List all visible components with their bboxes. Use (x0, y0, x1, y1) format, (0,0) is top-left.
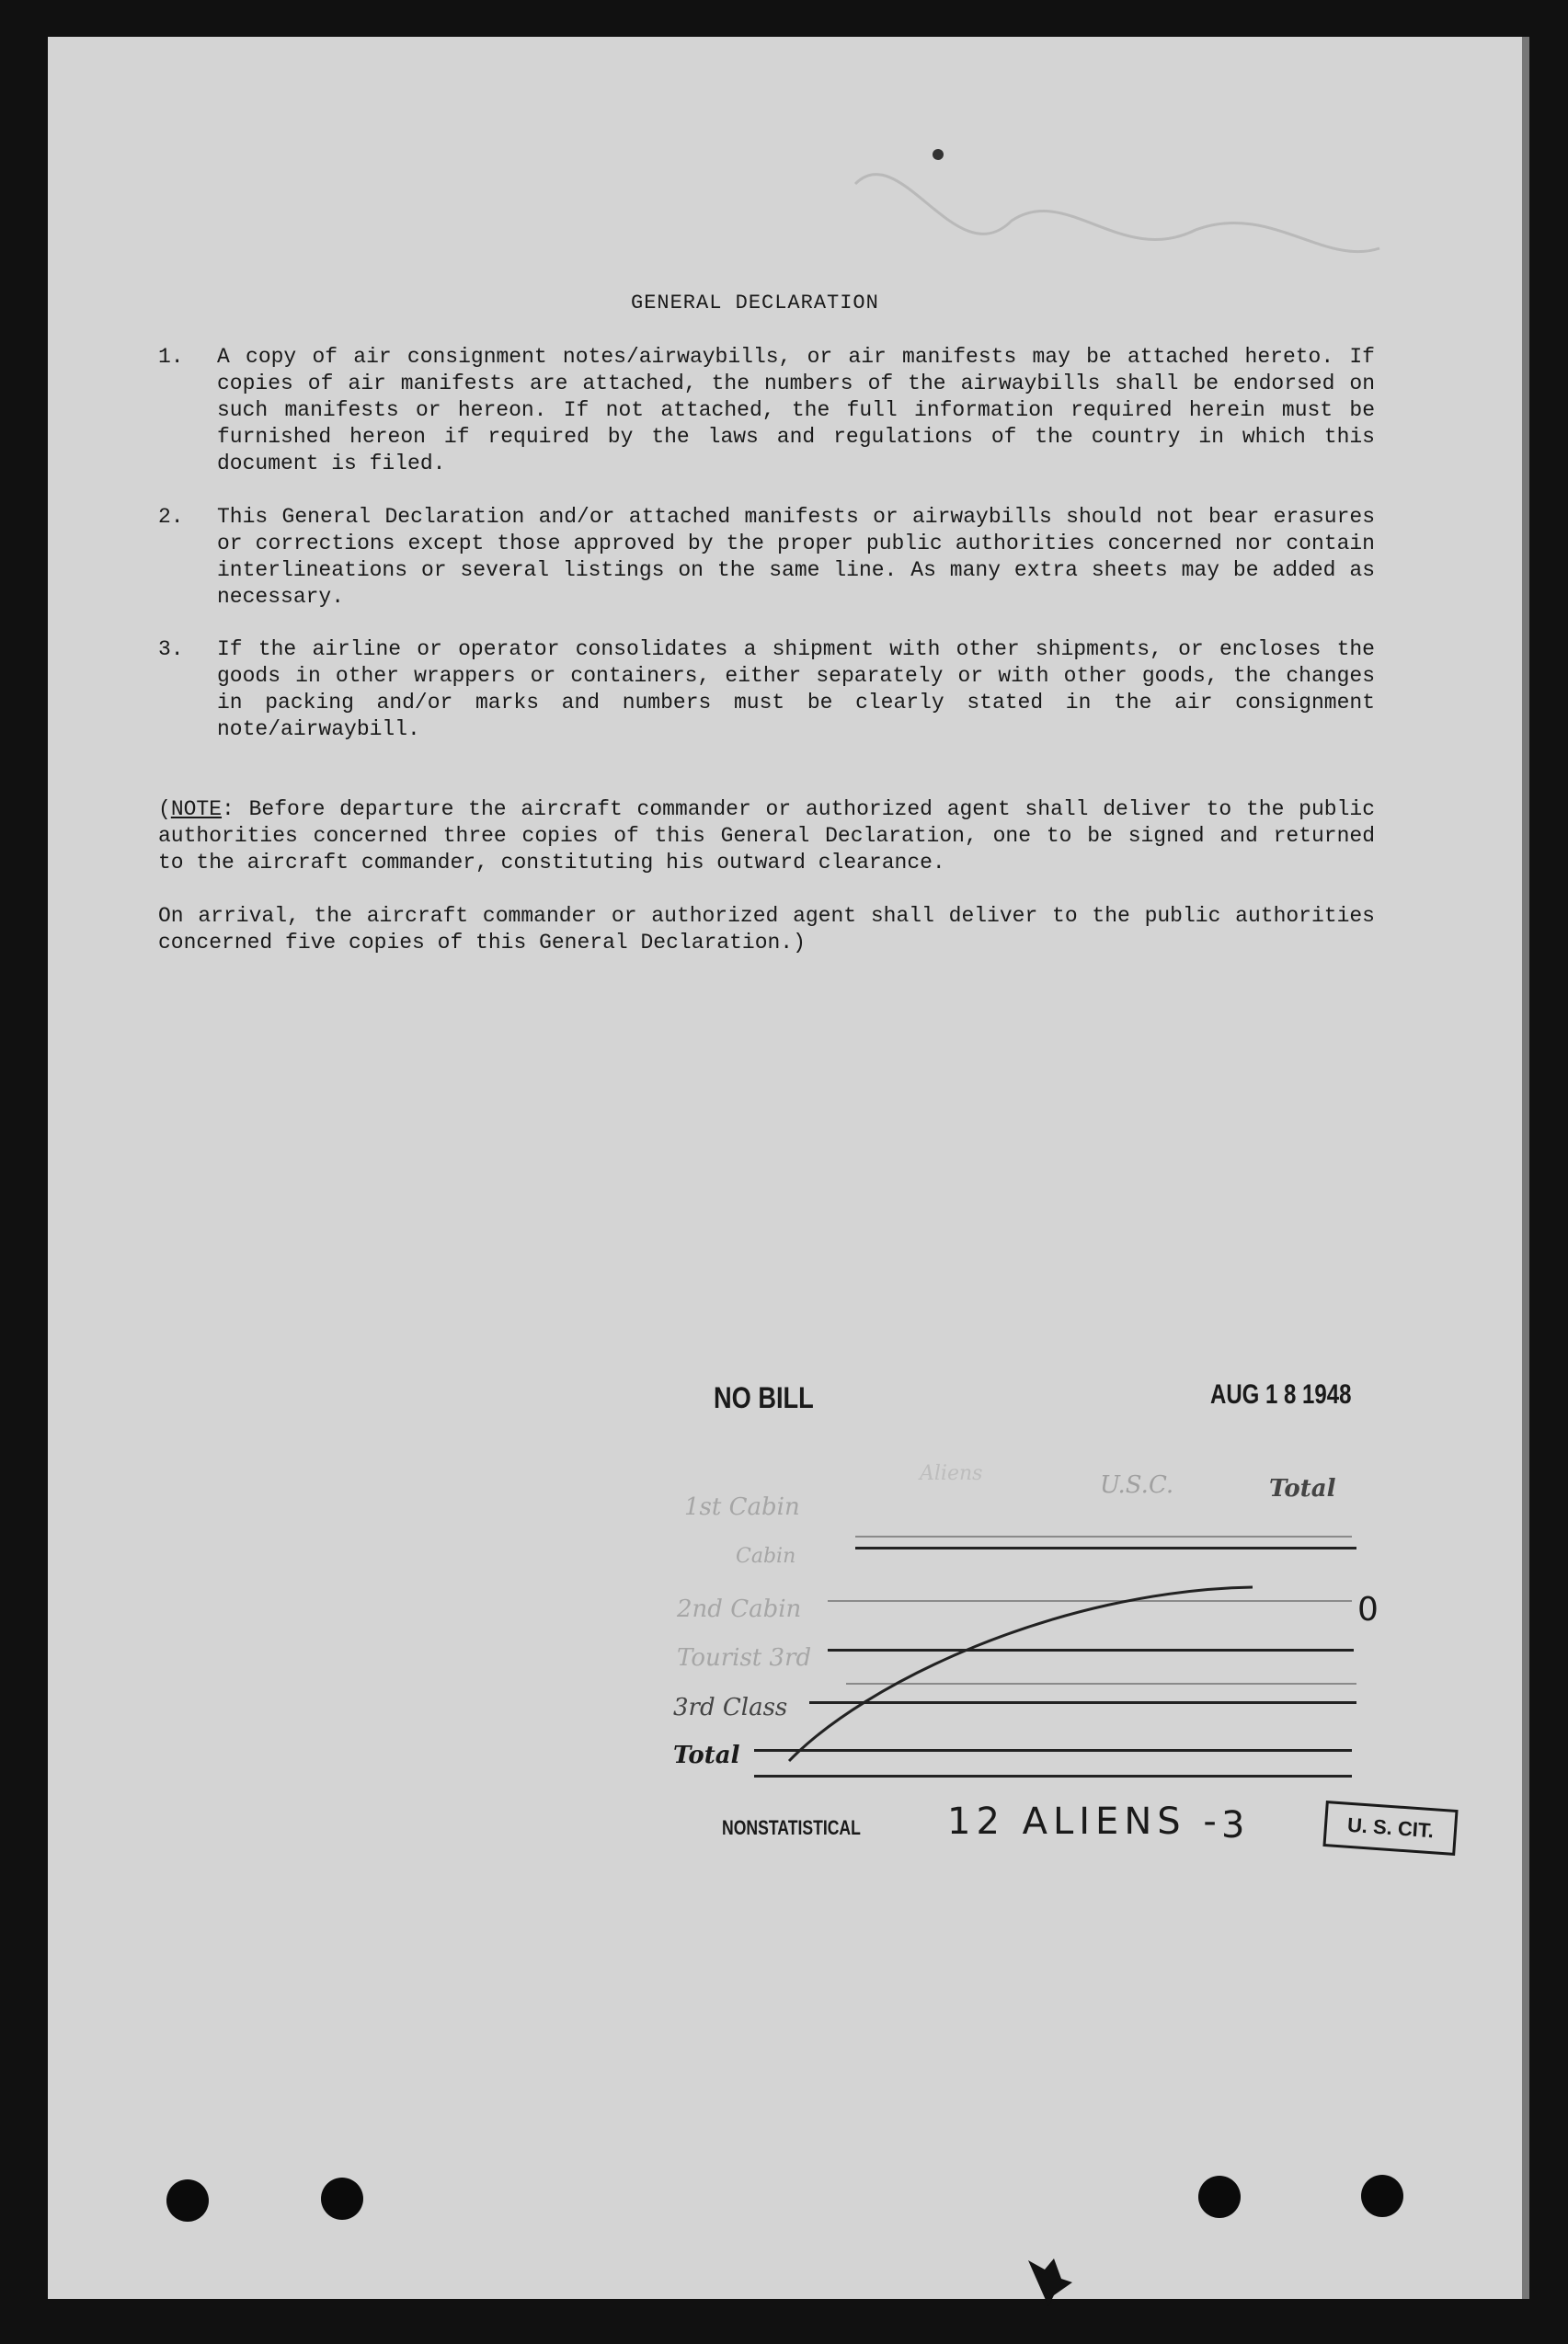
punch-hole (166, 2179, 209, 2222)
item-number: 1. (158, 345, 184, 369)
item-number: 2. (158, 505, 184, 529)
punch-hole (1198, 2176, 1241, 2218)
row-1st-cabin: 1st Cabin (684, 1493, 800, 1521)
note-text: : Before departure the aircraft commander or authorized agent shall deliver to the public authorities concerned three copies of this General Declaration, one to be signed and returned to the aircraft commander, constituting his outward clearance. (158, 797, 1375, 875)
us-citizen-stamp: U. S. CIT. (1322, 1801, 1458, 1856)
row-3rd-class: 3rd Class (673, 1694, 788, 1721)
nonstatistical-stamp: NONSTATISTICAL (722, 1816, 861, 1839)
note-open-paren: ( (158, 797, 171, 821)
item-number: 3. (158, 637, 184, 661)
diagonal-strike-line (789, 1587, 1253, 1761)
item-text: This General Declaration and/or attached manifests or airwaybills should not bear erasures or corrections except those approved by the proper public authorities concerned nor contain interlineations or several listings on the same line. As many extra sheets may be added as necessary. (217, 505, 1375, 609)
item-text: If the airline or operator consolidates a shipment with other shipments, or encloses the goods in other wrappers or containers, either separately or with other goods, the changes in packing and/or marks and numbers must be clearly stated in the air consignment note/airwaybill. (217, 637, 1375, 741)
column-aliens: Aliens (920, 1462, 983, 1485)
item-text: A copy of air consignment notes/airwaybills, or air manifests may be attached hereto. If copies of air manifests are attached, the numbers of the airwaybills shall be endorsed on such manifests or hereon. If not attached, the full information required herein must be furnished hereon if required by the laws and regulations of the country in which this document is filed. (217, 345, 1375, 475)
arrival-note: On arrival, the aircraft commander or authorized agent shall deliver to the public authorities concerned five copies of this General Declaration.) (158, 904, 1375, 955)
handwritten-count: 3 (1221, 1804, 1251, 1847)
punch-hole (321, 2178, 363, 2220)
punch-hole (1361, 2175, 1403, 2217)
ink-splash (1028, 2258, 1072, 2306)
note-label: NOTE (170, 797, 223, 821)
column-usc: U.S.C. (1100, 1471, 1174, 1499)
column-total: Total (1269, 1475, 1336, 1503)
document-title: GENERAL DECLARATION (631, 292, 879, 314)
faint-scribble (855, 175, 1379, 252)
ink-smudge (933, 149, 944, 160)
row-total: Total (673, 1742, 740, 1769)
row-2nd-cabin: 2nd Cabin (677, 1595, 802, 1623)
handwritten-aliens: 12 ALIENS - (947, 1801, 1222, 1843)
date-stamp: AUG 1 8 1948 (1210, 1379, 1352, 1410)
no-bill-stamp: NO BILL (714, 1381, 814, 1414)
row-tourist-3rd: Tourist 3rd (677, 1644, 812, 1672)
row-cabin: Cabin (736, 1545, 796, 1568)
handwritten-total: 0 (1357, 1591, 1384, 1629)
